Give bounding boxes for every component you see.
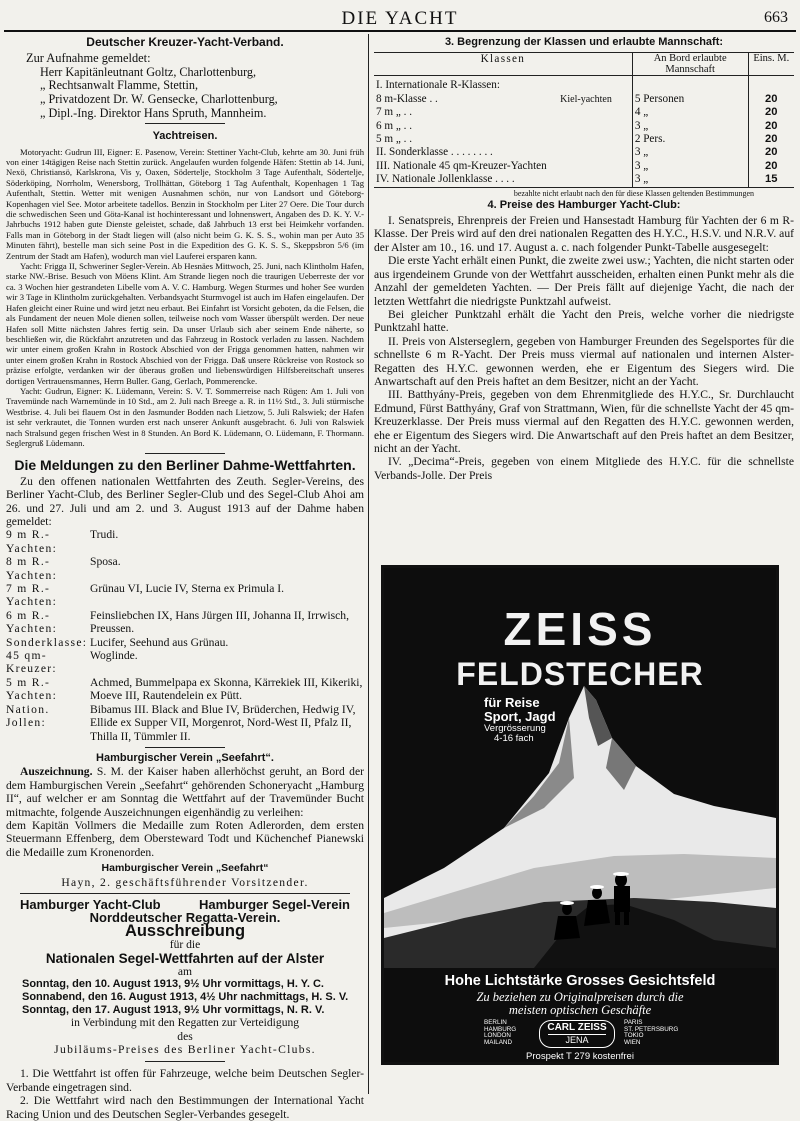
klasse-name: II. Sonderklasse . . . . . . . . — [376, 146, 493, 159]
dahme-heading: Die Meldungen zu den Berliner Dahme-Wettfahrten. — [14, 457, 356, 474]
klasse-crew: 3 „ — [632, 146, 748, 159]
ad-magnification-value: 4-16 fach — [494, 733, 534, 744]
klasse-eins: 15 — [748, 173, 794, 187]
klassen-row — [374, 93, 794, 106]
klasse-eins: 20 — [748, 120, 794, 133]
klassen-row — [374, 160, 794, 173]
seefahrt-p1: S. M. der Kaiser haben allerhöchst geruht, an Bord der dem Hamburgischen Verein „Seefahrt“ gehörenden Schoneryacht „Hamburg II“, auf welcher er am Sonntag die Wettfahrt auf der Travemünder Bucht mitmachte, folgende Auszeichnungen eigenhändig zu verleihen: — [6, 765, 364, 819]
member-3: „ Privatdozent Dr. W. Gensecke, Charlottenburg, — [40, 92, 278, 106]
ad-magnification-label: Vergrösserung — [484, 723, 546, 734]
ausschreibung-des: des — [177, 1029, 193, 1043]
klasse-crew: 4 „ — [632, 106, 748, 119]
dahme-entries — [6, 528, 364, 743]
city: TOKIO — [624, 1032, 644, 1040]
preis-decima: IV. „Decima“-Preis, gegeben von einem Mitgliede des H.Y.C. für die schnellste Verbands-Jolle. Der Preis — [374, 455, 794, 482]
city: PARIS — [624, 1019, 643, 1026]
seefahrt-heading: Hamburgischer Verein „Seefahrt“. — [96, 751, 274, 764]
klasse-eins: 20 — [748, 93, 794, 106]
seefahrt-signature-title: Hamburgischer Verein „Seefahrt“ — [101, 862, 269, 875]
left-column — [6, 34, 364, 1121]
ausschreibung-p2: 2. Die Wettfahrt wird nach den Bestimmungen der International Yacht Racing Union und des Deutschen Segler-Verbandes gesegelt. — [6, 1094, 364, 1121]
klasse-name: IV. Nationale Jollenklasse . . . . — [374, 173, 632, 187]
city: WIEN — [624, 1038, 641, 1046]
city: HAMBURG — [484, 1025, 517, 1033]
klasse-eins: 20 — [748, 146, 794, 159]
city: BERLIN — [484, 1019, 507, 1026]
logo-city: JENA — [548, 1034, 606, 1045]
entry-class: 7 m R.-Yachten: — [6, 582, 58, 609]
ausschreibung-line2: Jubiläums-Preises des Berliner Yacht-Clubs. — [54, 1043, 316, 1056]
entry-class: 45 qm-Kreuzer: — [6, 649, 57, 676]
ausschreibung-clubs — [6, 898, 364, 911]
ad-availability — [384, 991, 776, 1017]
ad-cities-left — [484, 1020, 516, 1046]
date-hsv: Sonnabend, den 16. August 1913, 4½ Uhr nachmittags, H. S. V. — [22, 991, 349, 1003]
entry-class: 5 m R.-Yachten: — [6, 675, 58, 703]
club-nrv: Norddeutscher Regatta-Verein. — [89, 910, 281, 926]
klassen-row — [374, 133, 794, 146]
col-anbord: An Bord erlaubte Mannschaft — [632, 53, 748, 76]
klasse-crew: 5 Personen — [632, 93, 748, 106]
date-nrv: Sonntag, den 17. August 1913, 9½ Uhr vormittags, N. R. V. — [22, 1003, 325, 1016]
entry-class: 6 m R.-Yachten: — [6, 608, 58, 636]
preis-batthyany: III. Batthyány-Preis, gegeben von dem Ehrenmitgliede des H.Y.C., Sr. Durchlaucht Edmund, Fürst Batthyány, Graf von Strattmann, Wien, für die schnellste Yacht der 45 qm-Kreuzerklasse. Der Preis muss viermal auf den Regatten des H.Y.C. gewonnen werden, ehe er Eigentum des Siegers wird. Die Anwartschaft auf den Preis haftet an dem Besitzer, nicht an der Yacht. — [374, 388, 794, 455]
header-rule — [4, 30, 796, 32]
seefahrt-text — [6, 765, 364, 819]
divider — [145, 747, 225, 748]
divider — [145, 453, 225, 454]
klassen-heading: 3. Begrenzung der Klassen und erlaubte Mannschaft: — [444, 36, 724, 48]
entry-names: Bibamus III. Black and Blue IV, Brüderchen, Hedwig IV, Ellide ex Supper VII, Morgenrot, Nord-West II, Pfalz II, Thilla II, Tümmler II. — [90, 702, 356, 743]
ad-uses — [484, 696, 556, 744]
member-4: „ Dipl.-Ing. Direktor Hans Spruth, Mannheim. — [40, 105, 267, 120]
klasse-name: 7 m „ . . — [376, 106, 413, 119]
member-1: Herr Kapitänleutnant Goltz, Charlottenburg, — [40, 64, 257, 79]
klasse-crew: 3 „ — [632, 120, 748, 133]
preis-alstersegler: II. Preis von Alsterseglern, gegeben von Hamburger Freunden des Segelsportes für die schnellste 6 m R-Yacht. Der Preis muss viermal auf nationalen und internen Alster-Regatten des H.Y.C. gewonnen werden, ehe er Eigentum des Siegers wird. Die Anwartschaft auf den Preis haftet an dem Besitzer, nicht an der Yacht. — [374, 334, 794, 388]
preis-senat: I. Senatspreis, Ehrenpreis der Freien und Hansestadt Hamburg für Yachten der 6 m R-Klasse. Der Preis wird auf den drei nationalen Regatten des H.Y.C., H.S.V. und N.R.V. auf der Alster am 10., 16. und 17. August a. c. nach folgender Punkt-Tabelle ausgesegelt: — [374, 214, 794, 254]
klassen-note: bezahlte nicht erlaubt nach den für diese Klassen geltenden Bestimmungen — [513, 188, 754, 198]
kreuzer-intro: Zur Aufnahme gemeldet: — [26, 51, 151, 66]
column-divider — [368, 34, 369, 1094]
city: MAILAND — [484, 1038, 512, 1046]
dahme-intro: Zu den offenen nationalen Wettfahrten des Zeuth. Segler-Vereins, des Berliner Yacht-Club, des Berliner Segler-Club und des Segel-Club Ahoi am 26. und 27. Juli und am 2. und 3. August 1913 auf der Dahme haben gemeldet: — [6, 474, 364, 528]
entry-class: 9 m R.-Yachten: — [6, 528, 58, 555]
ausschreibung-fuer: für die — [169, 938, 201, 952]
yachtreisen-gudrun-ruegen: Yacht: Gudrun, Eigner: K. Lüdemann, Verein: S. V. T. Sommerreise nach Rügen: Am 1. Juli von Travemünde nach Warnemünde in 10 Std., am 2. Juli nach Breege a. R. in 11½ Std., 3. Juli stürmische Westbrise. 4. Juli bei flauem Ost in den Jasmunder Bodden nach Lietzow, 5. Juli Ralswiek; der Hafen ist sehr verkrautet, die Tonnen wurden erst nach unserer Ankunft ausgebracht. 6. Juli von Ralswiek nach Stralsund gegen frischen West in 8 Stunden. An Bord K. Lüdemann, O. Lüdemann, F. Thormann. Seglergruß Lüdemann. — [6, 385, 364, 448]
ad-cities-right — [624, 1020, 678, 1046]
divider — [145, 123, 225, 124]
ausschreibung-dates — [6, 978, 364, 1016]
preis-punkte: Die erste Yacht erhält einen Punkt, die zweite zwei usw.; Yachten, die nicht starten oder aus irgendeinem Grunde von der Wettfahrt ausscheiden, erhalten einen Punkt mehr als die Anzahl der gemeldeten Yachten. — Der Preis fällt auf diejenige Yacht, die nach der letzten Wettfahrt die niedrigste Punktzahl aufweist. — [374, 254, 794, 308]
running-title: DIE YACHT — [341, 8, 459, 29]
klasse-crew: 2 Pers. — [634, 133, 666, 146]
club-hsv: Hamburger Segel-Verein — [199, 896, 350, 912]
divider — [145, 1061, 225, 1062]
carl-zeiss-logo — [539, 1020, 615, 1048]
entry-class: Nation. Jollen: — [6, 702, 50, 730]
ausschreibung-am: am — [177, 965, 193, 978]
klassen-group-row — [374, 76, 794, 93]
yachtreisen-frigga: Yacht: Frigga II, Schweriner Segler-Verein. Ab Hesnäes Mittwoch, 25. Juni, nach Klintholm Hafen, starke NW.-Brise. Besuch von Möens Klint. Am Strande liegen noch die traurigen Ueberreste der vor ca. 3 Wochen hier gestrandeten Libelle vom A. V. C. Hamburg. Wegen Sturmes und hoher See wurden wir 3 Tage in Klintholm zurückgehalten. Verbandsyacht Sturmvogel ist auch im Hafen eingelaufen. Der Hafen gleicht einer Ruine und wird jetzt neu erbaut. Bei Einfahrt ist Vorsicht geboten, da die Felsen, die als Fundament der neuen Mole dienen sollen, teilweise noch vom Wasser überspült werden. Der neue Hafen soll Mitte nächsten Jahres fertig sein. Da unser Urlaub sich aber seinem Ende näherte, so beschließen wir, die Rückfahrt anzutreten und das Fahrzeug in Rostock verladen zu lassen. Nachdem wir unter einem großen Krahn in Rostock Abschied von der Frigga genommen hatten, nahmen wir unter einem großen Krahn in Rostock Abschied von der Frigga. Daß unsere Rückreise von Rostock so präzise erfolgte, verdanken wir der überaus großen und liebenswürdigen Hilfsbereitschaft unseres dortigen Vertrauensmannes, Herrn Buller. Gang, Gerlach, Pommerencke. — [6, 261, 364, 386]
logo-name: CARL ZEISS — [547, 1022, 607, 1033]
seefahrt-signature: Hayn, 2. geschäftsführender Vorsitzender. — [61, 875, 309, 889]
klasse-eins: 20 — [748, 160, 794, 173]
ad-use-1: für Reise — [484, 695, 540, 710]
seefahrt-p2: dem Kapitän Vollmers die Medaille zum Roten Adlerorden, dem ersten Steuermann Effenberg, dem Obersteward Todt und Küchenchef Pianewski die Medaille zum Kronenorden. — [6, 818, 364, 859]
ad-brand: ZEISS — [503, 603, 657, 655]
klassen-group: I. Internationale R-Klassen: — [376, 79, 500, 92]
seefahrt-lead: Auszeichnung. — [20, 765, 93, 779]
page-number: 663 — [764, 9, 788, 26]
klasse-crew: 3 „ — [632, 160, 748, 173]
klasse-eins: 20 — [748, 106, 794, 119]
ad-product: FELDSTECHER — [456, 656, 704, 692]
ad-availability-1: Zu beziehen zu Originalpreisen durch die — [476, 990, 684, 1004]
klasse-name: 6 m „ . . — [376, 119, 413, 132]
klasse-name: 8 m-Klasse . . — [376, 92, 438, 105]
klassen-row — [374, 120, 794, 133]
klassen-header-row — [374, 53, 794, 76]
ad-use-2: Sport, Jagd — [484, 709, 556, 724]
entry-class: 8 m R.-Yachten: — [6, 555, 58, 582]
preise-heading: 4. Preise des Hamburger Yacht-Club: — [487, 198, 681, 211]
club-hyc: Hamburger Yacht-Club — [20, 896, 161, 912]
klassen-row — [374, 146, 794, 159]
yachtreisen-gudrun: Motoryacht: Gudrun III, Eigner: E. Pasenow, Verein: Stettiner Yacht-Club, kehrte am 30. Juni früh von einer 14tägigen Reise nach Stettin zurück. Angelaufen wurden folgende Häfen: Stettin ab 14. Juni, Nexö, Christiansö, Karlskrona, Vis y, Oaxen, Södertelje, Stockholm 3 Tage Aufenthalt, Södertelje, Söderköping, Norrholm, Wenersborg, Trollhättan, Göteborg 1 Tag Aufenthalt, Kopenhagen 1 Tag Aufenthalt, Stettin. Wetter mit wenigen Ausnahmen schön, nur von Landsort und Göteborg-Kopenhagen viel See. Motor arbeitete tadellos. Benzin in Stockholm per Liter 27 Oere. Die Tour durch die schwedischen Seen und Göta-Kanal ist hochinteressant und lohnenswert, Angaben des D. K. Y. V.-Jahrbuchs 1912 haben gute Dienste geleistet, schade, daß Jahrbuch 13 erst bei Heimkehr vorfanden. Falls man in Göteborg in der Stadt liegen will (also nicht beim G. K. S. S., wohin man per Auto 35 Minuten fährt), bestelle man sich seine Post in die Expedition des G. K. S. S., Skeppsbron 5/6 (im Zentrum der Stadt am Hafen), wodurch man viel Lauferei ersparen kann. — [6, 146, 364, 261]
klasse-eins: 20 — [748, 133, 794, 146]
entry-names: Sposa. — [90, 555, 121, 569]
col-eins: Eins. M. — [748, 53, 794, 76]
kiel-label: Kiel-yachten — [560, 93, 612, 105]
member-2: „ Rechtsanwalt Flamme, Stettin, — [40, 78, 199, 93]
klasse-crew: 3 „ — [632, 173, 748, 187]
ad-availability-2: meisten optischen Geschäfte — [508, 1003, 652, 1017]
entry-class: Sonderklasse: — [6, 635, 88, 649]
entry-names: Grünau VI, Lucie IV, Sterna ex Primula I. — [90, 582, 285, 596]
col-klassen: Klassen — [374, 53, 632, 76]
klassen-row — [374, 106, 794, 119]
entry-names: Trudi. — [90, 528, 119, 542]
zeiss-advertisement — [381, 565, 779, 1065]
entry-names: Woglinde. — [90, 649, 138, 663]
page-header — [0, 6, 800, 30]
divider — [20, 893, 350, 894]
ausschreibung-title: Ausschreibung — [124, 921, 246, 940]
entry-names: Achmed, Bummelpapa ex Skonna, Kärrekiek III, Kikeriki, Moeve III, Rautendelein ex Pütt. — [90, 675, 363, 703]
city: ST. PETERSBURG — [624, 1025, 679, 1033]
entry-names: Feinsliebchen IX, Hans Jürgen III, Johanna II, Irrwisch, Preussen. — [90, 608, 349, 636]
kreuzer-heading: Deutscher Kreuzer-Yacht-Verband. — [86, 35, 284, 49]
ausschreibung-subtitle: Nationalen Segel-Wettfahrten auf der Alster — [45, 950, 325, 966]
ausschreibung-p1: 1. Die Wettfahrt ist offen für Fahrzeuge, welche beim Deutschen Segler-Verbande eingetragen sind. — [6, 1067, 364, 1094]
klasse-name: 5 m „ . . — [376, 133, 413, 146]
city: LONDON — [484, 1032, 511, 1040]
entry-names: Lucifer, Seehund aus Grünau. — [90, 635, 229, 649]
ausschreibung-line1: in Verbindung mit den Regatten zur Verteidigung — [70, 1016, 300, 1030]
ad-prospekt: Prospekt T 279 kostenfrei — [526, 1051, 634, 1062]
klassen-row — [374, 173, 794, 187]
klasse-name: III. Nationale 45 qm-Kreuzer-Yachten — [376, 159, 547, 172]
ad-cities — [384, 1020, 776, 1048]
preis-gleich: Bei gleicher Punktzahl erhält die Yacht den Preis, welche vorher die niedrigste Punktzahl hatte. — [374, 307, 794, 335]
ad-slogan: Hohe Lichtstärke Grosses Gesichtsfeld — [444, 973, 716, 989]
klassen-table — [374, 52, 794, 187]
kreuzer-members — [6, 66, 364, 120]
yachtreisen-heading: Yachtreisen. — [152, 130, 218, 143]
right-column — [374, 34, 794, 482]
date-hyc: Sonntag, den 10. August 1913, 9½ Uhr vormittags, H. Y. C. — [22, 978, 324, 991]
